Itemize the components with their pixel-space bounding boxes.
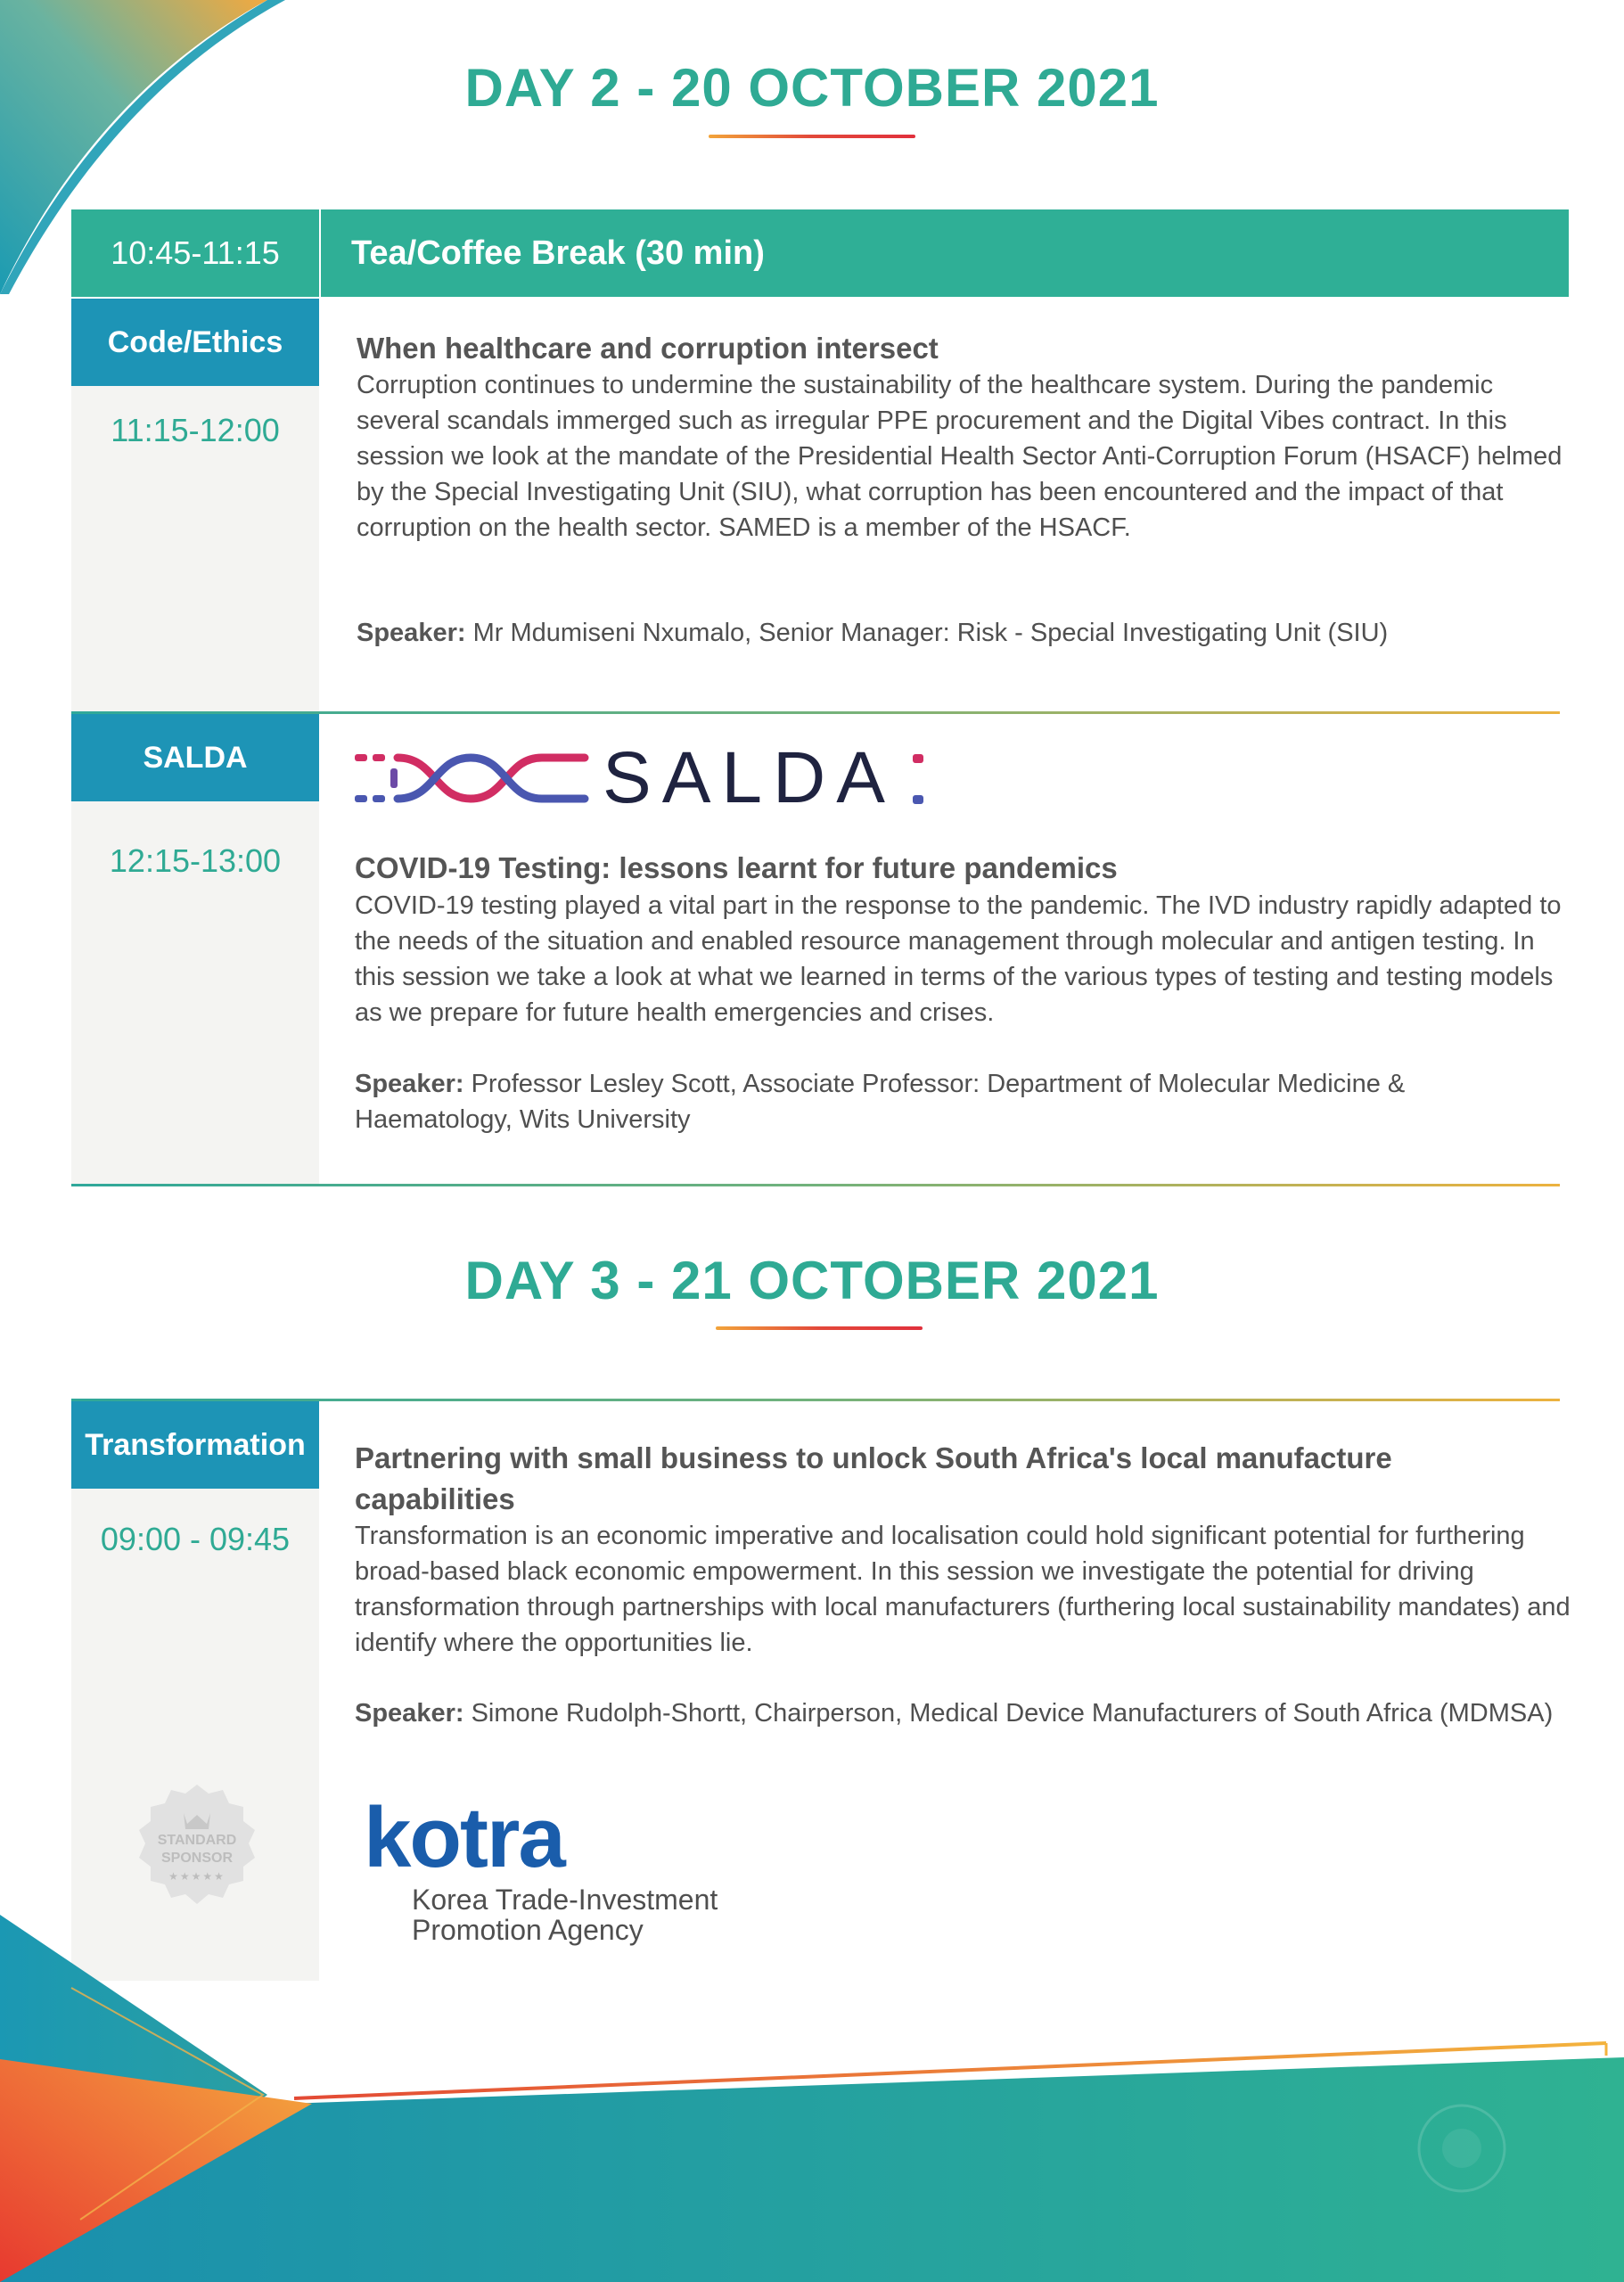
session2-divider	[71, 1184, 1560, 1186]
badge-stars-icon: ★★★★★	[168, 1870, 226, 1883]
salda-logo-mark	[355, 749, 595, 811]
session1-track-tag: Code/Ethics	[71, 299, 319, 386]
session2-speaker	[355, 1066, 1513, 1137]
break-time: 10:45-11:15	[111, 234, 280, 271]
day2-underline	[709, 135, 915, 138]
day3-title: DAY 3 - 21 OCTOBER 2021	[464, 1251, 1160, 1310]
session3-description: Transformation is an economic imperative and localisation could hold significant potential for furthering broad-based black economic empowerment. In this session we investigate the potential for driving transformation through partnerships with local manufacturers (furthering local sustainability mandates) and identify where the opportunities lie.	[355, 1522, 1571, 1657]
session1-speaker-name: Mr Mdumiseni Nxumalo, Senior Manager: Risk - Special Investigating Unit (SIU)	[472, 619, 1389, 647]
salda-logo-text: SALDA	[603, 737, 896, 818]
salda-logo-dots	[911, 754, 925, 808]
bottom-wave-decoration	[0, 1908, 1624, 2282]
break-time-cell	[71, 209, 319, 297]
session3-time: 09:00 - 09:45	[100, 1521, 291, 1557]
session3-speaker	[355, 1695, 1594, 1731]
day2-title: DAY 2 - 20 OCTOBER 2021	[464, 58, 1160, 118]
break-label: Tea/Coffee Break (30 min)	[351, 234, 765, 272]
session1-description: Corruption continues to undermine the sustainability of the healthcare system. During the pandemic several scandals immerged such as irregular PPE procurement and the Digital Vibes contract. In this session we look at the mandate of the Presidential Health Sector Anti-Corruption Forum (HSACF) helmed by the Special Investigating Unit (SIU), what corruption has been encountered and the impact of that corruption on the health sector. SAMED is a member of the HSACF.	[357, 371, 1562, 542]
day3-underline	[716, 1326, 923, 1330]
kotra-subtitle-line2: Promotion Agency	[412, 1914, 644, 1946]
session2-description: COVID-19 testing played a vital part in the response to the pandemic. The IVD industry rapidly adapted to the needs of the situation and enabled resource management through molecular and antigen testing. In this session we take a look at what we learned in terms of the various types of testing and testing models as we prepare for future health emergencies and crises.	[355, 891, 1562, 1027]
standard-sponsor-badge	[132, 1781, 262, 1911]
session3-track-tag: Transformation	[71, 1401, 319, 1489]
session1-title: When healthcare and corruption intersect	[357, 332, 939, 365]
badge-line1: STANDARD	[157, 1833, 237, 1848]
session3-title: Partnering with small business to unlock South Africa's local manufacture capabilities	[355, 1441, 1392, 1515]
kotra-logo-wordmark: kotra	[364, 1790, 564, 1885]
session1-speaker	[357, 615, 1569, 651]
break-label-cell	[321, 209, 1569, 297]
badge-line2: SPONSOR	[160, 1851, 233, 1866]
session1-time: 11:15-12:00	[111, 412, 280, 448]
session1-speaker-label: Speaker:	[357, 619, 466, 647]
session2-speaker-label: Speaker:	[355, 1070, 464, 1098]
session2-title: COVID-19 Testing: lessons learnt for future pandemics	[355, 851, 1118, 884]
session3-speaker-label: Speaker:	[355, 1699, 464, 1728]
session2-speaker-name: Professor Lesley Scott, Associate Professor: Department of Molecular Medicine & Haematology, Wits University	[355, 1070, 1406, 1134]
kotra-subtitle-line1: Korea Trade-Investment	[412, 1884, 718, 1916]
session3-speaker-name: Simone Rudolph-Shortt, Chairperson, Medical Device Manufacturers of South Africa (MDMSA)	[471, 1699, 1554, 1728]
session2-time: 12:15-13:00	[109, 842, 282, 879]
session2-track-tag: SALDA	[71, 714, 319, 801]
